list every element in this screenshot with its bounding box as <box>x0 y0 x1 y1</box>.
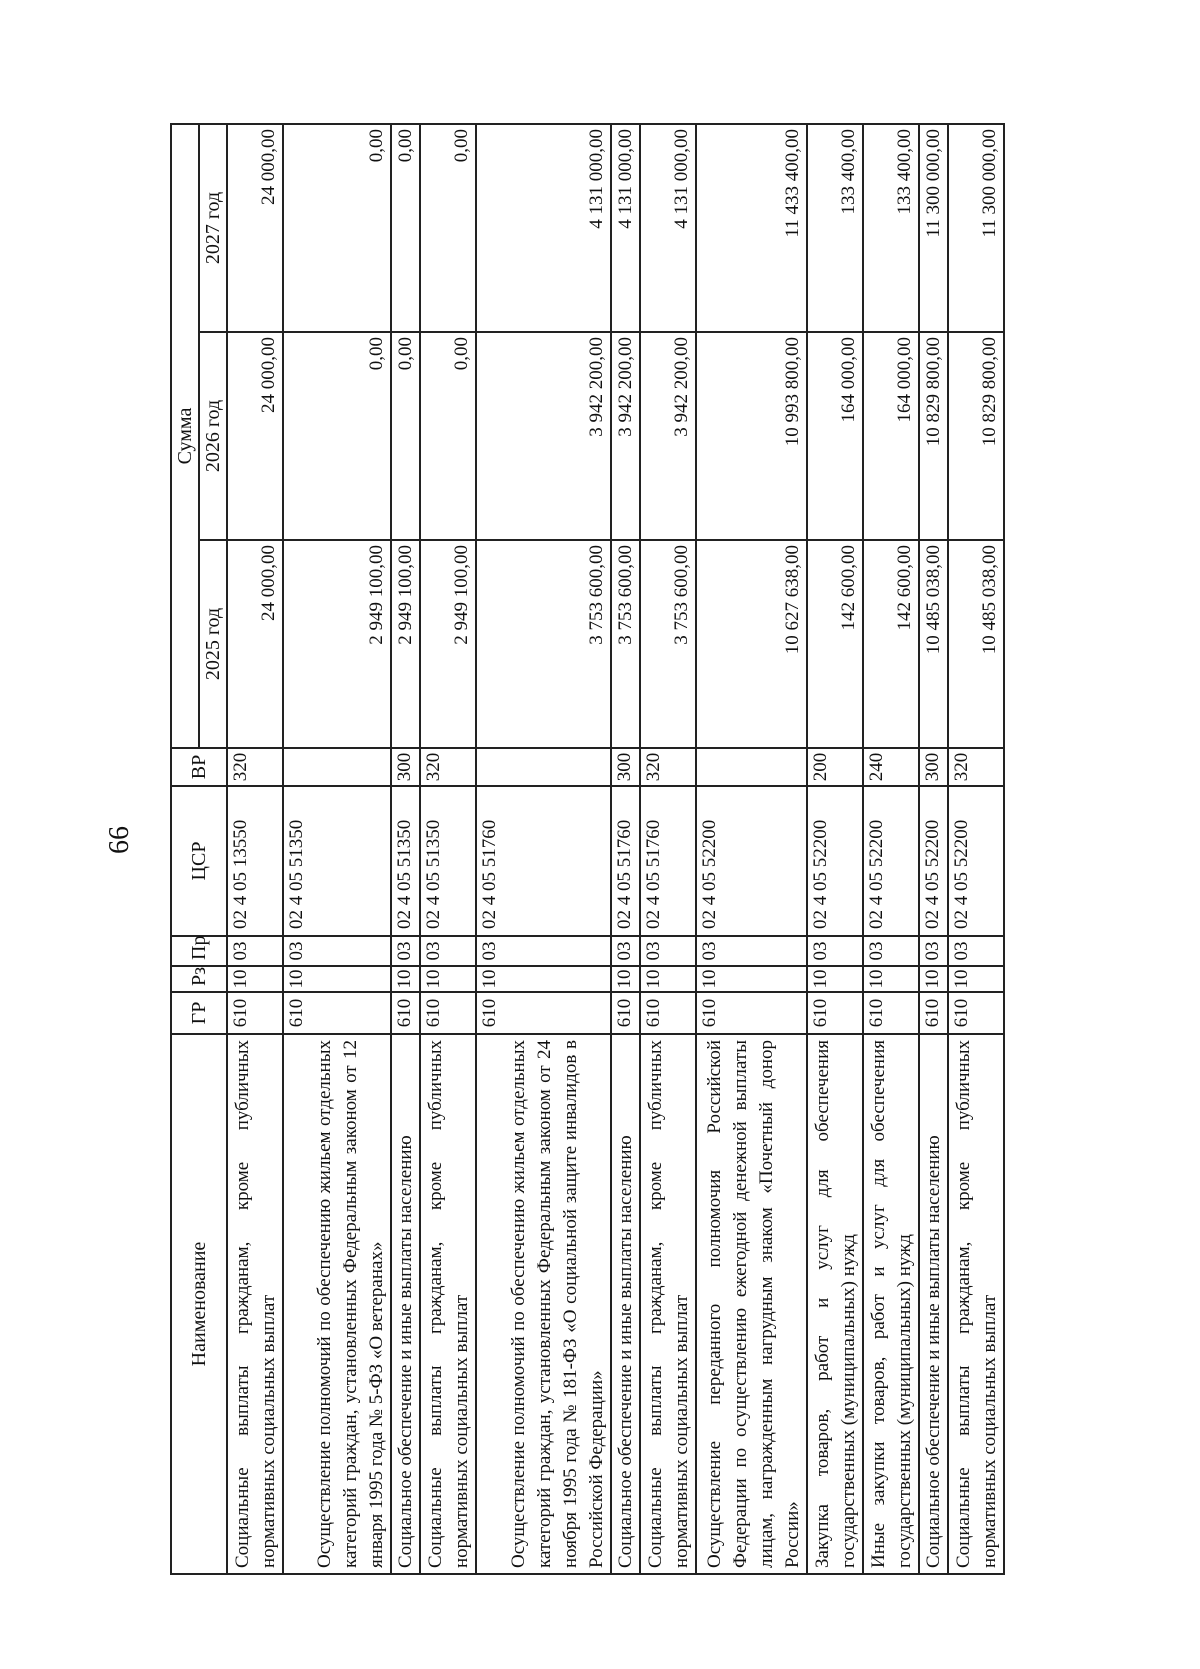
table-row <box>227 124 283 1574</box>
cell-name: Социальное обеспечение и иные выплаты населению <box>919 1034 948 1574</box>
cell-pr: 03 <box>640 936 696 966</box>
cell-y2027: 11 300 000,00 <box>948 124 1004 332</box>
cell-y2026: 164 000,00 <box>863 332 919 540</box>
table-row <box>640 124 696 1574</box>
cell-pr: 03 <box>283 936 391 966</box>
cell-rz: 10 <box>919 966 948 992</box>
cell-y2027: 133 400,00 <box>807 124 863 332</box>
cell-gr: 610 <box>948 992 1004 1034</box>
cell-name: Осуществление полномочий по обеспечению жильем отдельных категорий граждан, установленных Федеральным законом от 24 ноября 1995 года № 181-ФЗ «О социальной защите инвалидов в Российской Федерации» <box>476 1034 611 1574</box>
cell-csr: 02 4 05 52200 <box>919 786 948 936</box>
cell-y2026: 3 942 200,00 <box>611 332 640 540</box>
cell-pr: 03 <box>227 936 283 966</box>
cell-vr: 300 <box>611 748 640 786</box>
cell-csr: 02 4 05 52200 <box>863 786 919 936</box>
cell-y2027: 133 400,00 <box>863 124 919 332</box>
cell-rz: 10 <box>420 966 476 992</box>
cell-y2026: 0,00 <box>283 332 391 540</box>
cell-vr: 200 <box>807 748 863 786</box>
cell-pr: 03 <box>807 936 863 966</box>
cell-rz: 10 <box>227 966 283 992</box>
cell-y2027: 11 300 000,00 <box>919 124 948 332</box>
cell-gr: 610 <box>611 992 640 1034</box>
rotated-page-content <box>170 125 1005 1575</box>
cell-y2026: 24 000,00 <box>227 332 283 540</box>
cell-csr: 02 4 05 51760 <box>611 786 640 936</box>
cell-y2026: 3 942 200,00 <box>640 332 696 540</box>
cell-csr: 02 4 05 51350 <box>283 786 391 936</box>
cell-pr: 03 <box>476 936 611 966</box>
cell-y2027: 4 131 000,00 <box>476 124 611 332</box>
col-header-gr: ГР <box>171 992 227 1034</box>
table-row <box>476 124 611 1574</box>
cell-vr <box>476 748 611 786</box>
cell-name: Социальные выплаты гражданам, кроме публичных нормативных социальных выплат <box>640 1034 696 1574</box>
cell-rz: 10 <box>476 966 611 992</box>
cell-y2025: 3 753 600,00 <box>640 540 696 748</box>
cell-pr: 03 <box>420 936 476 966</box>
table-row <box>420 124 476 1574</box>
cell-rz: 10 <box>863 966 919 992</box>
cell-y2026: 10 829 800,00 <box>919 332 948 540</box>
col-header-2026: 2026 год <box>199 332 227 540</box>
cell-vr <box>283 748 391 786</box>
cell-name: Осуществление полномочий по обеспечению жильем отдельных категорий граждан, установленных Федеральным законом от 12 января 1995 года № 5-ФЗ «О ветеранах» <box>283 1034 391 1574</box>
cell-y2027: 4 131 000,00 <box>640 124 696 332</box>
cell-gr: 610 <box>696 992 806 1034</box>
cell-pr: 03 <box>863 936 919 966</box>
col-header-name: Наименование <box>171 1034 227 1574</box>
page-number <box>100 810 140 870</box>
cell-vr: 300 <box>919 748 948 786</box>
cell-rz: 10 <box>640 966 696 992</box>
cell-gr: 610 <box>283 992 391 1034</box>
cell-y2025: 3 753 600,00 <box>476 540 611 748</box>
cell-csr: 02 4 05 52200 <box>807 786 863 936</box>
cell-pr: 03 <box>696 936 806 966</box>
cell-rz: 10 <box>696 966 806 992</box>
col-header-pr: Пр <box>171 936 227 966</box>
cell-y2025: 2 949 100,00 <box>283 540 391 748</box>
table-header <box>171 124 227 1574</box>
cell-rz: 10 <box>611 966 640 992</box>
cell-rz: 10 <box>807 966 863 992</box>
cell-y2025: 24 000,00 <box>227 540 283 748</box>
cell-name: Социальные выплаты гражданам, кроме публичных нормативных социальных выплат <box>948 1034 1004 1574</box>
table-row <box>391 124 420 1574</box>
cell-y2026: 164 000,00 <box>807 332 863 540</box>
cell-y2026: 3 942 200,00 <box>476 332 611 540</box>
cell-rz: 10 <box>283 966 391 992</box>
cell-gr: 610 <box>391 992 420 1034</box>
cell-pr: 03 <box>611 936 640 966</box>
cell-y2025: 10 485 038,00 <box>948 540 1004 748</box>
cell-y2025: 2 949 100,00 <box>420 540 476 748</box>
col-header-2025: 2025 год <box>199 540 227 748</box>
cell-gr: 610 <box>420 992 476 1034</box>
cell-name: Закупка товаров, работ и услуг для обеспечения государственных (муниципальных) нужд <box>807 1034 863 1574</box>
cell-y2026: 10 829 800,00 <box>948 332 1004 540</box>
cell-gr: 610 <box>227 992 283 1034</box>
table-body <box>227 124 1004 1574</box>
table-row <box>948 124 1004 1574</box>
cell-y2025: 10 627 638,00 <box>696 540 806 748</box>
cell-vr: 320 <box>640 748 696 786</box>
cell-y2027: 0,00 <box>391 124 420 332</box>
cell-y2025: 2 949 100,00 <box>391 540 420 748</box>
cell-name: Социальное обеспечение и иные выплаты населению <box>611 1034 640 1574</box>
cell-gr: 610 <box>807 992 863 1034</box>
cell-y2025: 142 600,00 <box>807 540 863 748</box>
cell-name: Социальное обеспечение и иные выплаты населению <box>391 1034 420 1574</box>
cell-csr: 02 4 05 51350 <box>391 786 420 936</box>
cell-vr: 300 <box>391 748 420 786</box>
cell-name: Социальные выплаты гражданам, кроме публичных нормативных социальных выплат <box>227 1034 283 1574</box>
cell-y2026: 0,00 <box>420 332 476 540</box>
budget-table <box>170 123 1005 1575</box>
cell-vr: 320 <box>227 748 283 786</box>
cell-y2027: 0,00 <box>420 124 476 332</box>
cell-vr: 320 <box>420 748 476 786</box>
cell-y2025: 3 753 600,00 <box>611 540 640 748</box>
table-row <box>696 124 806 1574</box>
cell-y2027: 11 433 400,00 <box>696 124 806 332</box>
cell-csr: 02 4 05 52200 <box>696 786 806 936</box>
page-number-text: 66 <box>104 826 135 854</box>
cell-vr: 320 <box>948 748 1004 786</box>
cell-y2027: 0,00 <box>283 124 391 332</box>
table-row <box>863 124 919 1574</box>
cell-y2026: 0,00 <box>391 332 420 540</box>
cell-pr: 03 <box>948 936 1004 966</box>
cell-name: Социальные выплаты гражданам, кроме публичных нормативных социальных выплат <box>420 1034 476 1574</box>
cell-y2026: 10 993 800,00 <box>696 332 806 540</box>
cell-y2025: 142 600,00 <box>863 540 919 748</box>
cell-csr: 02 4 05 13550 <box>227 786 283 936</box>
cell-csr: 02 4 05 51350 <box>420 786 476 936</box>
cell-csr: 02 4 05 51760 <box>640 786 696 936</box>
table-row <box>283 124 391 1574</box>
cell-pr: 03 <box>391 936 420 966</box>
cell-csr: 02 4 05 51760 <box>476 786 611 936</box>
cell-rz: 10 <box>948 966 1004 992</box>
col-header-csr: ЦСР <box>171 786 227 936</box>
cell-name: Иные закупки товаров, работ и услуг для обеспечения государственных (муниципальных) нужд <box>863 1034 919 1574</box>
cell-gr: 610 <box>863 992 919 1034</box>
cell-gr: 610 <box>640 992 696 1034</box>
cell-vr <box>696 748 806 786</box>
cell-gr: 610 <box>476 992 611 1034</box>
table-row <box>807 124 863 1574</box>
table-row <box>919 124 948 1574</box>
cell-vr: 240 <box>863 748 919 786</box>
col-header-rz: Рз <box>171 966 227 992</box>
cell-y2027: 4 131 000,00 <box>611 124 640 332</box>
cell-y2027: 24 000,00 <box>227 124 283 332</box>
cell-name: Осуществление переданного полномочия Российской Федерации по осуществлению ежегодной денежной выплаты лицам, награжденным нагрудным знаком «Почетный донор России» <box>696 1034 806 1574</box>
cell-gr: 610 <box>919 992 948 1034</box>
cell-pr: 03 <box>919 936 948 966</box>
cell-y2025: 10 485 038,00 <box>919 540 948 748</box>
col-header-sum: Сумма <box>171 124 199 748</box>
col-header-2027: 2027 год <box>199 124 227 332</box>
table-row <box>611 124 640 1574</box>
col-header-vr: ВР <box>171 748 227 786</box>
cell-rz: 10 <box>391 966 420 992</box>
cell-csr: 02 4 05 52200 <box>948 786 1004 936</box>
